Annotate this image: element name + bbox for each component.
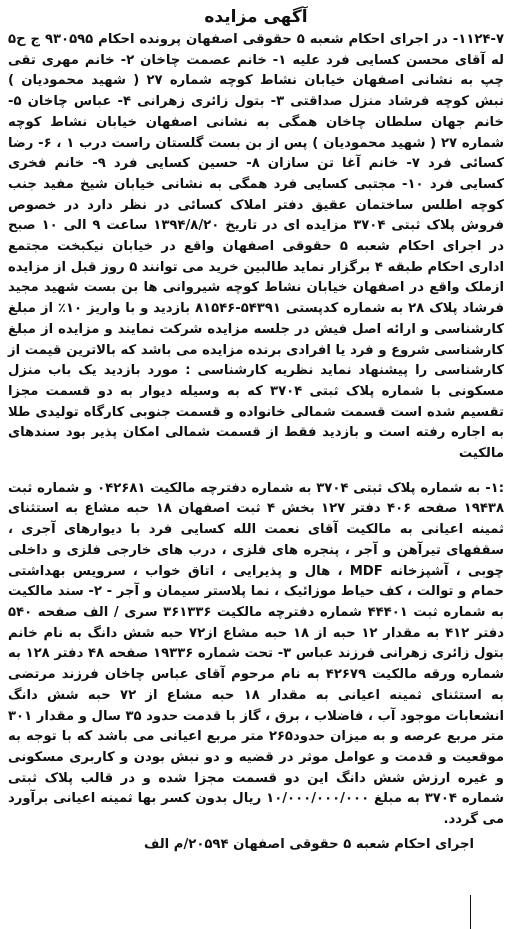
column-divider — [470, 895, 471, 929]
notice-paragraph-2: :۱- به شماره پلاک ثبتی ۳۷۰۴ به شماره دفترچه مالکیت ۰۴۲۶۸۱ و شماره ثبت ۱۹۴۳۸ صفحه ۴۰۶ دفتر ۱۲۷ بخش ۴ ثبت اصفهان ۱۸ حبه مشاع به استثنای ثمینه اعیانی به مالکیت آقای نعمت الله کسایی فرد با دیوارهای آجری ، سقفهای تیرآهن و آجر ، پنجره های فلزی ، درب های خارجی فلزی و داخلی چوبی ، آشپزخانه MDF ، هال و پذیرایی ، اتاق خواب ، سرویس بهداشتی حمام و توالت ، کف حیاط موزائیک ، نما پلاستر سیمان و آجر - ۲- سند مالکیت به شماره ثبت ۴۴۴۰۱ شماره دفترچه مالکیت ۳۶۱۳۳۶ سری / الف صفحه ۵۴۰ دفتر ۴۱۲ به مقدار ۱۲ حبه از ۱۸ حبه مشاع از۷۲ حبه شش دانگ به نام خانم بتول زائری زهرانی فرزند عباس ۳- تحت شماره ۱۹۳۳۶ صفحه ۴۸ دفتر ۱۲۸ به شماره ورقه مالکیت ۴۲۶۷۹ به نام مرحوم آقای عباس چاخان فرزند مرتضی به استثنای ثمینه اعیانی به مقدار ۱۸ حبه مشاع از ۷۲ حبه شش دانگ انشعابات موجود آب ، فاضلاب ، برق ، گاز با قدمت حدود ۳۵ سال و مقدار ۳۰۱ متر مربع عرصه و به میزان حدود۲۶۵ متر مربع اعیانی می باشد که با توجه به موقعیت و قدمت و عوامل موثر در قضیه و دو نبش بودن و کاربری مسکونی و غیره ارزش شش دانگ این دو قسمت مجزا شده و در قالب پلاک ثبتی شماره ۳۷۰۴ به مبلغ ۱۰/۰۰۰/۰۰۰/۰۰۰ ریال بدون کسر بها ثمینه اعیانی برآورد می گردد. — [7, 480, 505, 828]
notice-title: آگهی مزایده — [204, 7, 308, 27]
notice-paragraph-1: ۱۱۲۴-۷- در اجرای احکام شعبه ۵ حقوقی اصفهان پرونده احکام ۹۳۰۵۹۵ ج ح۵ له آقای محسن کسایی فرد علیه ۱- خانم عصمت چاخان ۲- خانم مهری تقی چپ به نشانی اصفهان خیابان نشاط کوچه شماره ۲۷ ( شهید محمودیان ) نبش کوچه فرشاد منزل صداقتی ۳- بتول زائری زهرانی ۴- عباس چاخان ۵- خانم جهان سلطان چاخان همگی به نشانی اصفهان خیابان نشاط کوچه شماره ۲۷ ( شهید محمودیان ) پس از بن بست گلستان راست درب ۱ ، ۶- رضا کسائی فرد ۷- خانم آغا تن سازان ۸- حسین کسایی فرد ۹- خانم فخری کسایی فرد ۱۰- مجتبی کسایی فرد همگی به نشانی خیابان شیخ مفید جنب کوچه اطلس ساختمان عقیق دفتر املاک کسائی در نظر دارد در خصوص فروش پلاک ثبتی ۳۷۰۴ مزایده ای در تاریخ ۱۳۹۴/۸/۲۰ ساعت ۹ الی ۱۰ صبح در اجرای احکام شعبه ۵ حقوقی اصفهان واقع در خیابان نیکبخت مجتمع اداری احکام طبقه ۴ برگزار نماید طالبین خرید می توانند ۵ روز قبل از مزایده ازملک واقع در اصفهان خیابان نشاط کوچه شیروانی ها بن بست شهید مجید فرشاد پلاک ۲۸ به شماره کدپستی ۵۴۳۹۱-۸۱۵۴۶ بازدید و با واریز ۱۰٪ از مبلغ کارشناسی و ارائه اصل فیش در جلسه مزایده شرکت نمایند و مزایده از مبلغ کارشناسی شروع و فرد یا افرادی برنده مزایده می باشد که بالاترین قیمت از کارشناسی را پیشنهاد نماید نظریه کارشناسی : مورد بازدید یک باب منزل مسکونی با شماره پلاک ثبتی ۳۷۰۴ که به وسیله دیوار به دو قسمت مجزا تقسیم شده است قسمت شمالی خانواده و قسمت جنوبی کارگاه تولیدی طلا به اجاره رفته است و بازدید فقط از قسمت شمالی امکان پذیر بود سندهای مالکیت — [8, 32, 505, 462]
notice-footer: اجرای احکام شعبه ۵ حقوقی اصفهان ۲۰۵۹۴/م الف — [144, 836, 474, 852]
